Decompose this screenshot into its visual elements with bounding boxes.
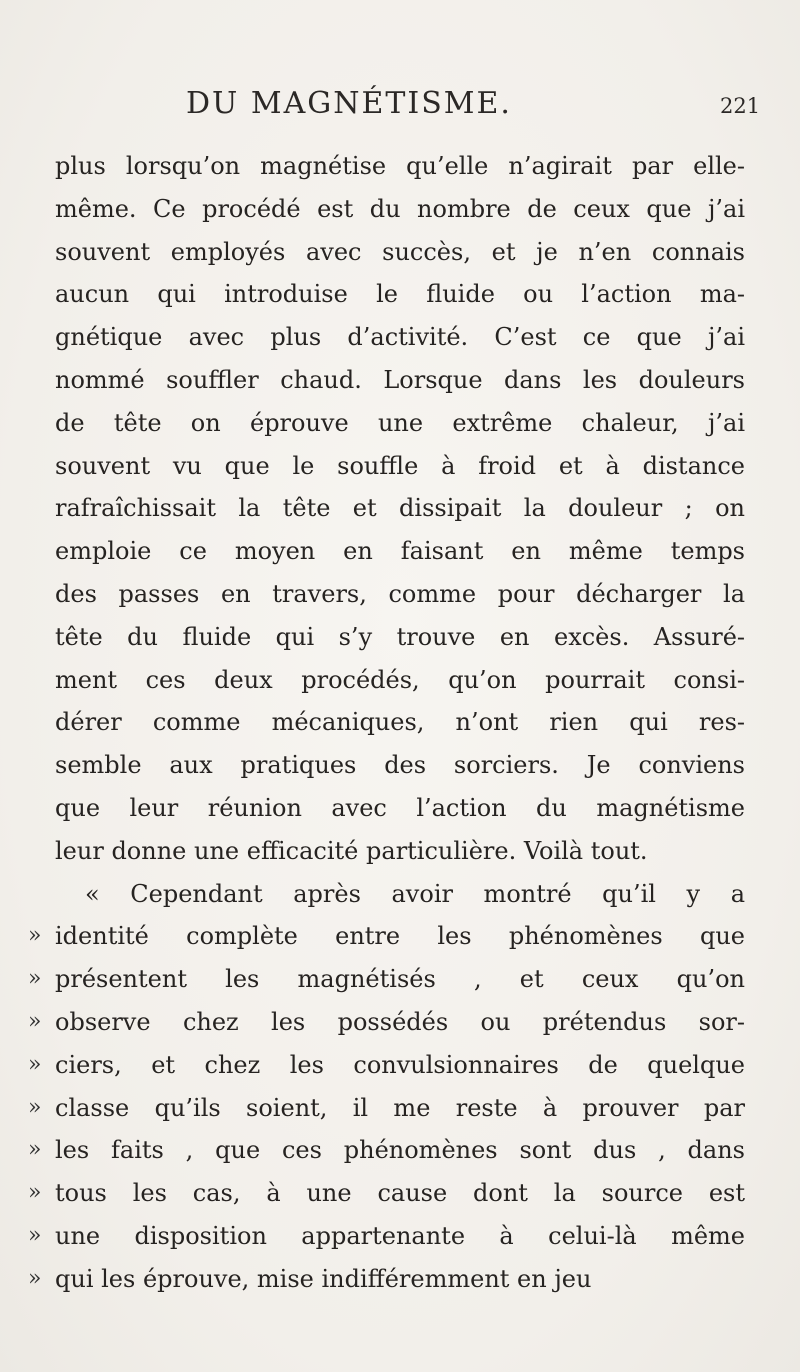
quoted-line [28, 1258, 745, 1301]
quote-mark: » [28, 966, 42, 992]
text-line: ment ces deux procédés, qu’on pourrait consi- [55, 665, 745, 694]
text-line: rafraîchissait la tête et dissipait la douleur ; on [55, 494, 745, 523]
quoted-line [28, 1172, 745, 1215]
text-line: des passes en travers, comme pour décharger la [55, 579, 745, 608]
quoted-line [28, 1087, 745, 1130]
quoted-text: classe qu’ils soient, il me reste à prouver par [55, 1093, 745, 1122]
quoted-text: tous les cas, à une cause dont la source est [55, 1179, 745, 1208]
quoted-text: ciers, et chez les convulsionnaires de quelque [55, 1050, 745, 1079]
quoted-text: une disposition appartenante à celui-là même [55, 1221, 745, 1250]
quoted-text: qui les éprouve, mise indifféremment en jeu [55, 1264, 592, 1293]
text-line: nommé souffler chaud. Lorsque dans les douleurs [55, 365, 745, 394]
quoted-text: observe chez les possédés ou prétendus sor- [55, 1007, 745, 1036]
quoted-line [28, 958, 745, 1001]
text-line: gnétique avec plus d’activité. C’est ce que j’ai [55, 323, 745, 352]
text-line: que leur réunion avec l’action du magnétisme [55, 793, 745, 822]
running-title: DU MAGNÉTISME. [186, 86, 512, 121]
quote-mark: » [28, 1137, 42, 1163]
text-line: aucun qui introduise le fluide ou l’action ma- [55, 280, 745, 309]
quote-mark: » [28, 1222, 42, 1248]
text-line: tête du fluide qui s’y trouve en excès. Assuré- [55, 622, 745, 651]
quote-mark: » [28, 1265, 42, 1291]
quote-mark: » [28, 923, 42, 949]
body-text [28, 145, 745, 1301]
quoted-line [28, 1001, 745, 1044]
quote-mark: » [28, 1051, 42, 1077]
text-line: souvent employés avec succès, et je n’en connais [55, 237, 745, 266]
quote-mark: » [28, 1094, 42, 1120]
quoted-text: présentent les magnétisés , et ceux qu’on [55, 965, 745, 994]
page-header [0, 86, 800, 126]
text-line: semble aux pratiques des sorciers. Je conviens [55, 751, 745, 780]
quote-mark: » [28, 1180, 42, 1206]
quoted-text: identité complète entre les phénomènes que [55, 922, 745, 951]
text-line: souvent vu que le souffle à froid et à distance [55, 451, 745, 480]
page-number: 221 [720, 94, 761, 118]
quoted-line [28, 1129, 745, 1172]
quoted-text: les faits , que ces phénomènes sont dus , dans [55, 1136, 745, 1165]
text-line: leur donne une efficacité particulière. Voilà tout. [55, 836, 648, 865]
quoted-line [28, 915, 745, 958]
text-line: emploie ce moyen en faisant en même temps [55, 537, 745, 566]
quoted-line [28, 1215, 745, 1258]
quoted-line [28, 1044, 745, 1087]
text-line: dérer comme mécaniques, n’ont rien qui res- [55, 708, 745, 737]
text-line: plus lorsqu’on magnétise qu’elle n’agirait par elle- [55, 152, 745, 180]
text-line: même. Ce procédé est du nombre de ceux que j’ai [55, 194, 745, 223]
text-line: de tête on éprouve une extrême chaleur, j’ai [55, 408, 745, 437]
quote-mark: » [28, 1008, 42, 1034]
quote-opening-line: « Cependant après avoir montré qu’il y a [85, 879, 745, 908]
